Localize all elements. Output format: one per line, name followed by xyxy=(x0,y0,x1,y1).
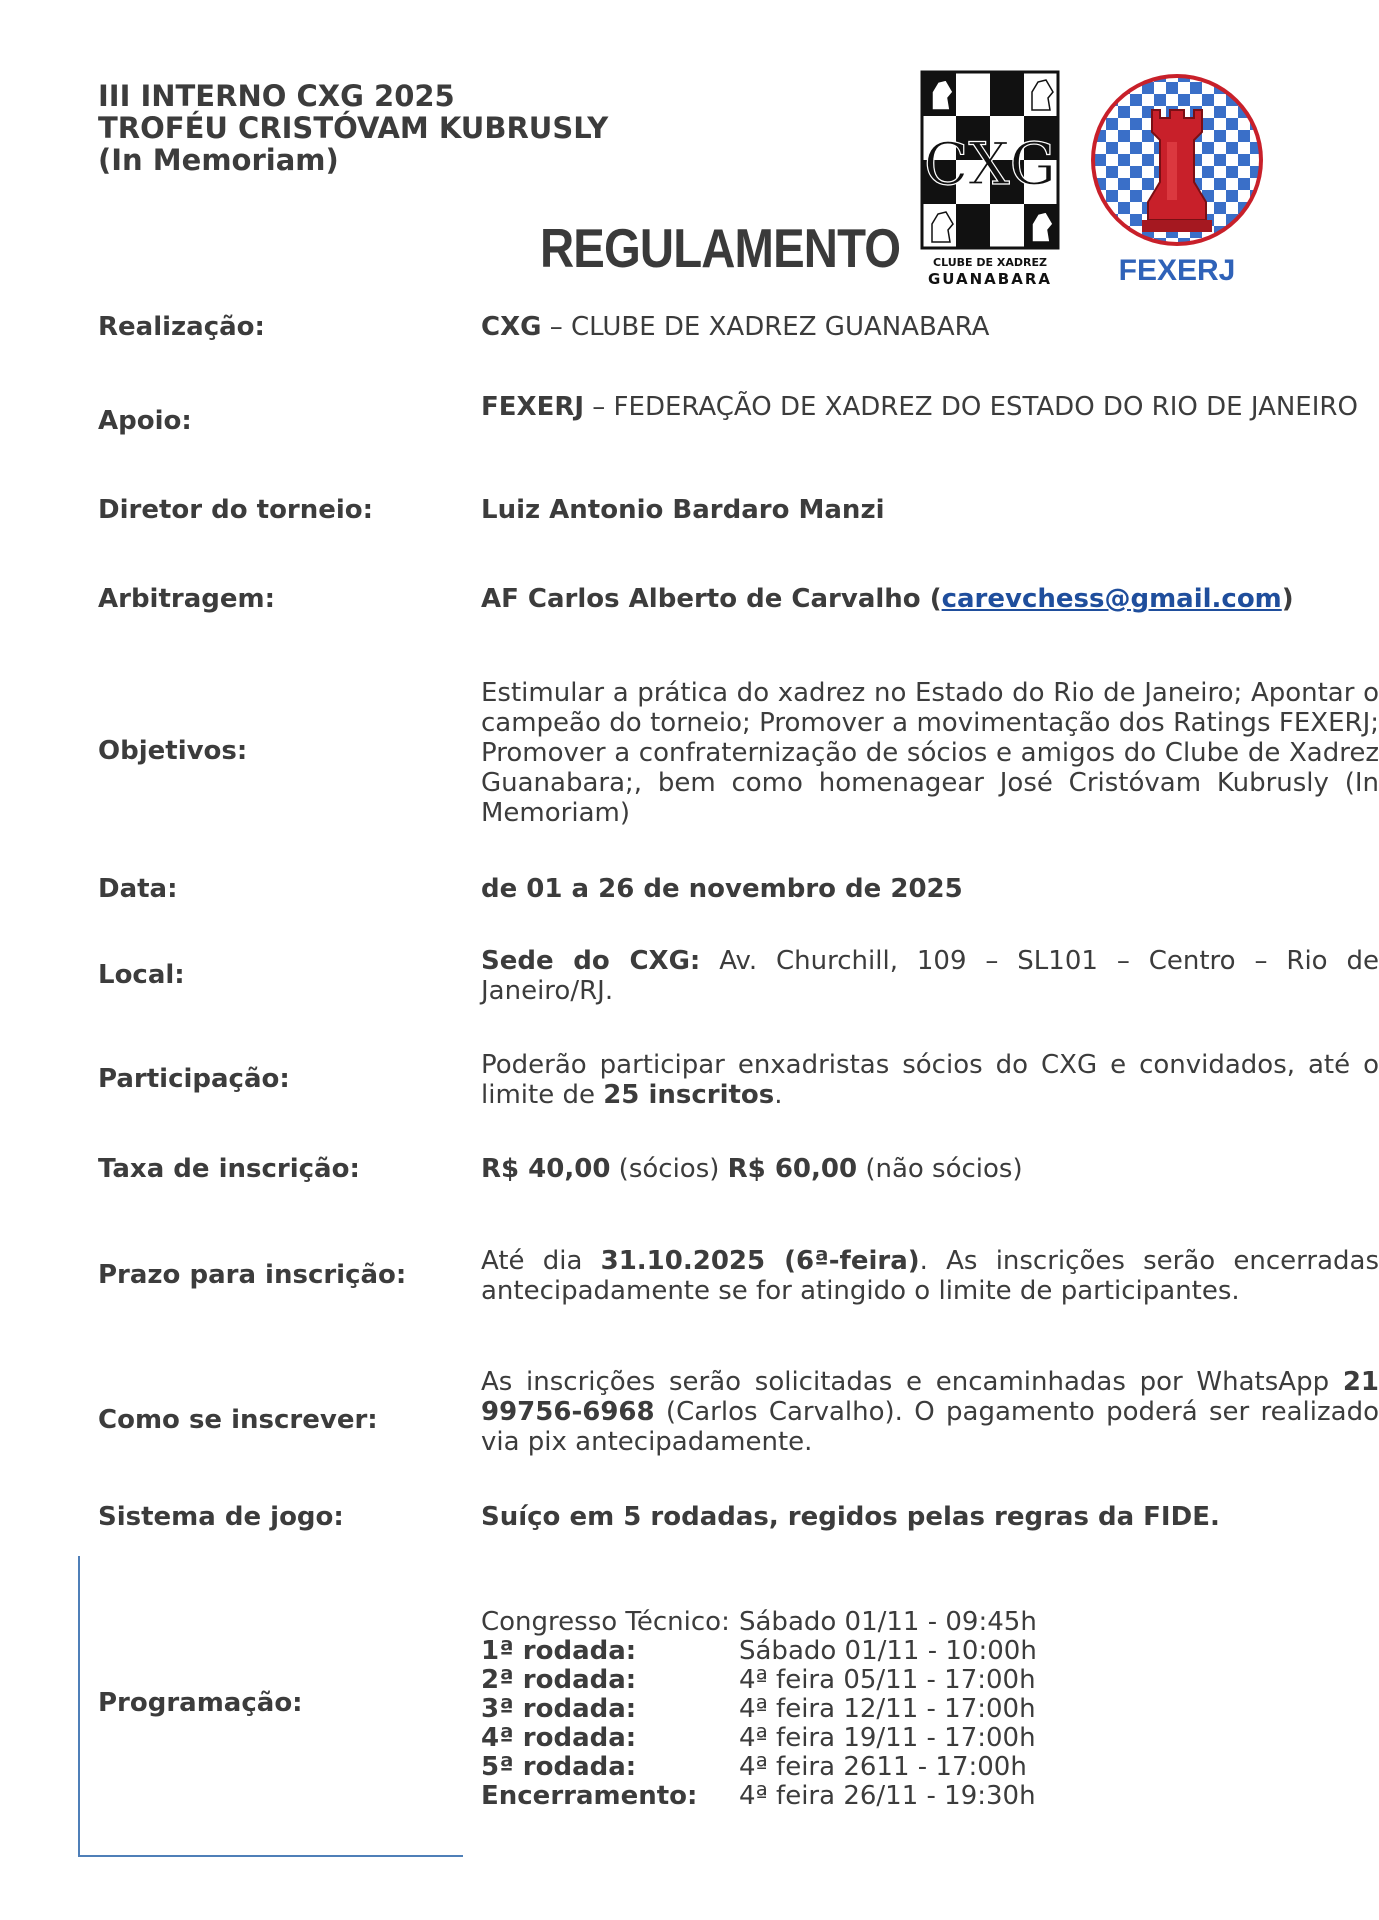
label-programacao: Programação: xyxy=(98,1688,303,1718)
apoio-org-name: – FEDERAÇÃO DE XADREZ DO ESTADO DO RIO DE JANEIRO xyxy=(584,392,1358,422)
value-arbitragem xyxy=(481,584,1379,614)
schedule-event: 3ª rodada: xyxy=(481,1694,637,1724)
local-venue: Sede do CXG: xyxy=(481,946,701,976)
schedule-event: 5ª rodada: xyxy=(481,1752,637,1782)
realizacao-org-name: – CLUBE DE XADREZ GUANABARA xyxy=(541,312,990,342)
value-realizacao xyxy=(481,312,1379,342)
schedule-row xyxy=(481,1637,1037,1666)
header-line-1: III INTERNO CXG 2025 xyxy=(98,79,455,113)
local-address: Av. Churchill, 109 – SL101 – Centro – Rio de Janeiro/RJ. xyxy=(481,946,1379,1006)
fexerj-logo-text: FEXERJ xyxy=(1118,254,1236,287)
schedule-datetime: 4ª feira 2611 - 17:00h xyxy=(739,1752,1027,1782)
value-diretor: Luiz Antonio Bardaro Manzi xyxy=(481,495,885,525)
schedule-row xyxy=(481,1695,1037,1724)
value-como-se-inscrever xyxy=(481,1367,1379,1457)
apoio-org-abbr: FEXERJ xyxy=(481,392,585,422)
fexerj-logo xyxy=(1082,70,1272,290)
participacao-limit: 25 inscritos xyxy=(603,1080,775,1110)
arbiter-name: AF Carlos Alberto de Carvalho ( xyxy=(481,584,942,614)
cxg-logo-text: CXG xyxy=(923,130,1057,198)
header-line-2: TROFÉU CRISTÓVAM KUBRUSLY xyxy=(98,111,609,145)
label-arbitragem: Arbitragem: xyxy=(98,584,275,614)
prazo-text-1: Até dia xyxy=(481,1246,601,1276)
schedule-row xyxy=(481,1666,1037,1695)
schedule-row xyxy=(481,1724,1037,1753)
schedule-table xyxy=(481,1608,1037,1811)
document-header xyxy=(98,80,608,176)
schedule-row xyxy=(481,1608,1037,1637)
schedule-event: Encerramento: xyxy=(481,1781,698,1811)
label-local: Local: xyxy=(98,960,185,990)
cxg-logo-sub1: CLUBE DE XADREZ xyxy=(933,256,1047,269)
value-objetivos: Estimular a prática do xadrez no Estado do Rio de Janeiro; Apontar o campeão do torneio; Promover a movimentação dos Ratings FEXERJ; Promover a confraternização de sócios e amigos do Clube de Xadrez Guanabara;, bem como homenagear José Cristóvam Kubrusly (In Memoriam) xyxy=(481,678,1379,828)
value-sistema: Suíço em 5 rodadas, regidos pelas regras da FIDE. xyxy=(481,1502,1220,1532)
value-participacao xyxy=(481,1050,1379,1110)
schedule-event: Congresso Técnico: xyxy=(481,1607,730,1637)
cxg-logo xyxy=(920,70,1060,290)
schedule-event: 2ª rodada: xyxy=(481,1665,637,1695)
whatsapp-number: 21 99756-6968 xyxy=(481,1367,1379,1427)
realizacao-org-abbr: CXG xyxy=(481,312,542,342)
label-apoio: Apoio: xyxy=(98,406,192,436)
participacao-text: Poderão participar enxadristas sócios do CXG e convidados, até o limite de xyxy=(481,1050,1379,1110)
arbiter-close-paren: ) xyxy=(1281,584,1294,614)
label-participacao: Participação: xyxy=(98,1064,290,1094)
label-data: Data: xyxy=(98,874,178,904)
schedule-datetime: 4ª feira 19/11 - 17:00h xyxy=(739,1723,1036,1753)
price-members: R$ 40,00 xyxy=(481,1154,611,1184)
schedule-datetime: Sábado 01/11 - 09:45h xyxy=(739,1607,1037,1637)
label-diretor: Diretor do torneio: xyxy=(98,495,374,525)
label-objetivos: Objetivos: xyxy=(98,736,248,766)
price-non-members: R$ 60,00 xyxy=(727,1154,858,1184)
schedule-datetime: 4ª feira 12/11 - 17:00h xyxy=(739,1694,1036,1724)
schedule-event: 4ª rodada: xyxy=(481,1723,637,1753)
section-frame-bottom xyxy=(78,1855,463,1857)
prazo-text-2: . As inscrições serão encerradas antecipadamente se for atingido o limite de participantes. xyxy=(481,1246,1379,1306)
schedule-event: 1ª rodada: xyxy=(481,1636,637,1666)
label-taxa: Taxa de inscrição: xyxy=(98,1154,360,1184)
value-local xyxy=(481,946,1379,1006)
label-prazo: Prazo para inscrição: xyxy=(98,1260,407,1290)
schedule-datetime: 4ª feira 26/11 - 19:30h xyxy=(739,1781,1036,1811)
value-prazo xyxy=(481,1246,1379,1306)
participacao-period: . xyxy=(774,1080,783,1110)
arbiter-email-link[interactable]: carevchess@gmail.com xyxy=(941,584,1282,614)
schedule-datetime: Sábado 01/11 - 10:00h xyxy=(739,1636,1037,1666)
value-taxa xyxy=(481,1154,1379,1184)
prazo-deadline: 31.10.2025 (6ª-feira) xyxy=(600,1246,920,1276)
label-sistema: Sistema de jogo: xyxy=(98,1502,344,1532)
cxg-logo-sub2: GUANABARA xyxy=(927,270,1053,288)
section-frame-left xyxy=(78,1556,80,1856)
label-realizacao: Realização: xyxy=(98,312,265,342)
schedule-row xyxy=(481,1753,1037,1782)
value-data: de 01 a 26 de novembro de 2025 xyxy=(481,874,963,904)
price-non-members-note: (não sócios) xyxy=(857,1154,1023,1184)
como-text-1: As inscrições serão solicitadas e encaminhadas por WhatsApp xyxy=(481,1367,1343,1397)
header-line-3: (In Memoriam) xyxy=(98,143,339,177)
value-programacao xyxy=(481,1608,1379,1811)
label-como-se-inscrever: Como se inscrever: xyxy=(98,1405,378,1435)
price-members-note: (sócios) xyxy=(610,1154,728,1184)
schedule-datetime: 4ª feira 05/11 - 17:00h xyxy=(739,1665,1036,1695)
value-apoio xyxy=(481,392,1379,422)
schedule-row xyxy=(481,1782,1037,1811)
document-title: REGULAMENTO xyxy=(540,217,901,279)
como-text-2: (Carlos Carvalho). O pagamento poderá ser realizado via pix antecipadamente. xyxy=(481,1397,1379,1457)
